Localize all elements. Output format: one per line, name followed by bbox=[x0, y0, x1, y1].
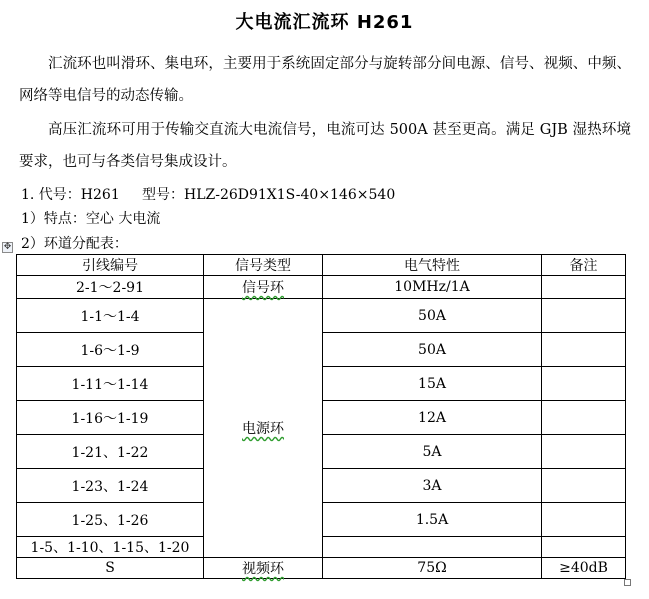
type-cell bbox=[204, 558, 323, 579]
note-cell bbox=[542, 537, 626, 558]
spec-cell: 50A bbox=[323, 299, 542, 333]
type-cell-merged bbox=[204, 299, 323, 558]
spec-cell: 75Ω bbox=[323, 558, 542, 579]
table-header-row bbox=[17, 255, 626, 276]
table-move-handle-icon[interactable]: ✥ bbox=[3, 242, 12, 252]
note-cell bbox=[542, 469, 626, 503]
spec-cell: 5A bbox=[323, 435, 542, 469]
spec-cell: 10MHz/1A bbox=[323, 276, 542, 299]
lead-cell: 1-16～1-19 bbox=[17, 401, 204, 435]
note-cell bbox=[542, 299, 626, 333]
note-cell bbox=[542, 435, 626, 469]
note-cell bbox=[542, 333, 626, 367]
spec-paragraph: 高压汇流环可用于传输交直流大电流信号，电流可达 500A 甚至更高。满足 GJB 湿热环境要求，也可与各类信号集成设计。 bbox=[19, 122, 631, 170]
header-signal-type: 信号类型 bbox=[204, 255, 323, 276]
document-title: 大电流汇流环 H261 bbox=[235, 12, 414, 33]
lead-cell: 1-6～1-9 bbox=[17, 333, 204, 367]
note-cell bbox=[542, 367, 626, 401]
spec-cell: 50A bbox=[323, 333, 542, 367]
features-line: 1）特点：空心 大电流 bbox=[21, 211, 161, 227]
spec-cell bbox=[323, 537, 542, 558]
spec-cell: 12A bbox=[323, 401, 542, 435]
lead-cell: 2-1～2-91 bbox=[17, 276, 204, 299]
header-lead-number: 引线编号 bbox=[17, 255, 204, 276]
table-row bbox=[17, 299, 626, 333]
lead-cell: 1-5、1-10、1-15、1-20 bbox=[17, 537, 204, 558]
note-cell bbox=[542, 276, 626, 299]
channel-assignment-table bbox=[16, 254, 626, 579]
type-cell bbox=[204, 276, 323, 299]
lead-cell: 1-1～1-4 bbox=[17, 299, 204, 333]
channel-table-caption: 2）环道分配表： bbox=[21, 236, 128, 252]
lead-cell: 1-25、1-26 bbox=[17, 503, 204, 537]
intro-paragraph: 汇流环也叫滑环、集电环，主要用于系统固定部分与旋转部分间电源、信号、视频、中频、网络等电信号的动态传输。 bbox=[19, 56, 631, 104]
table-row bbox=[17, 558, 626, 579]
product-code-line: 1. 代号：H261 型号：HLZ-26D91X1S-40×146×540 bbox=[21, 187, 396, 203]
lead-cell: 1-21、1-22 bbox=[17, 435, 204, 469]
note-cell bbox=[542, 401, 626, 435]
spec-cell: 15A bbox=[323, 367, 542, 401]
table-row bbox=[17, 276, 626, 299]
header-electrical-spec: 电气特性 bbox=[323, 255, 542, 276]
note-cell bbox=[542, 503, 626, 537]
lead-cell: S bbox=[17, 558, 204, 579]
type-label: 信号环 bbox=[242, 280, 284, 296]
header-remarks: 备注 bbox=[542, 255, 626, 276]
type-label: 视频环 bbox=[242, 561, 284, 577]
type-label: 电源环 bbox=[242, 421, 284, 437]
spec-cell: 3A bbox=[323, 469, 542, 503]
note-cell: ≥40dB bbox=[542, 558, 626, 579]
table-resize-handle-icon[interactable] bbox=[624, 579, 631, 586]
spec-cell: 1.5A bbox=[323, 503, 542, 537]
lead-cell: 1-23、1-24 bbox=[17, 469, 204, 503]
lead-cell: 1-11～1-14 bbox=[17, 367, 204, 401]
